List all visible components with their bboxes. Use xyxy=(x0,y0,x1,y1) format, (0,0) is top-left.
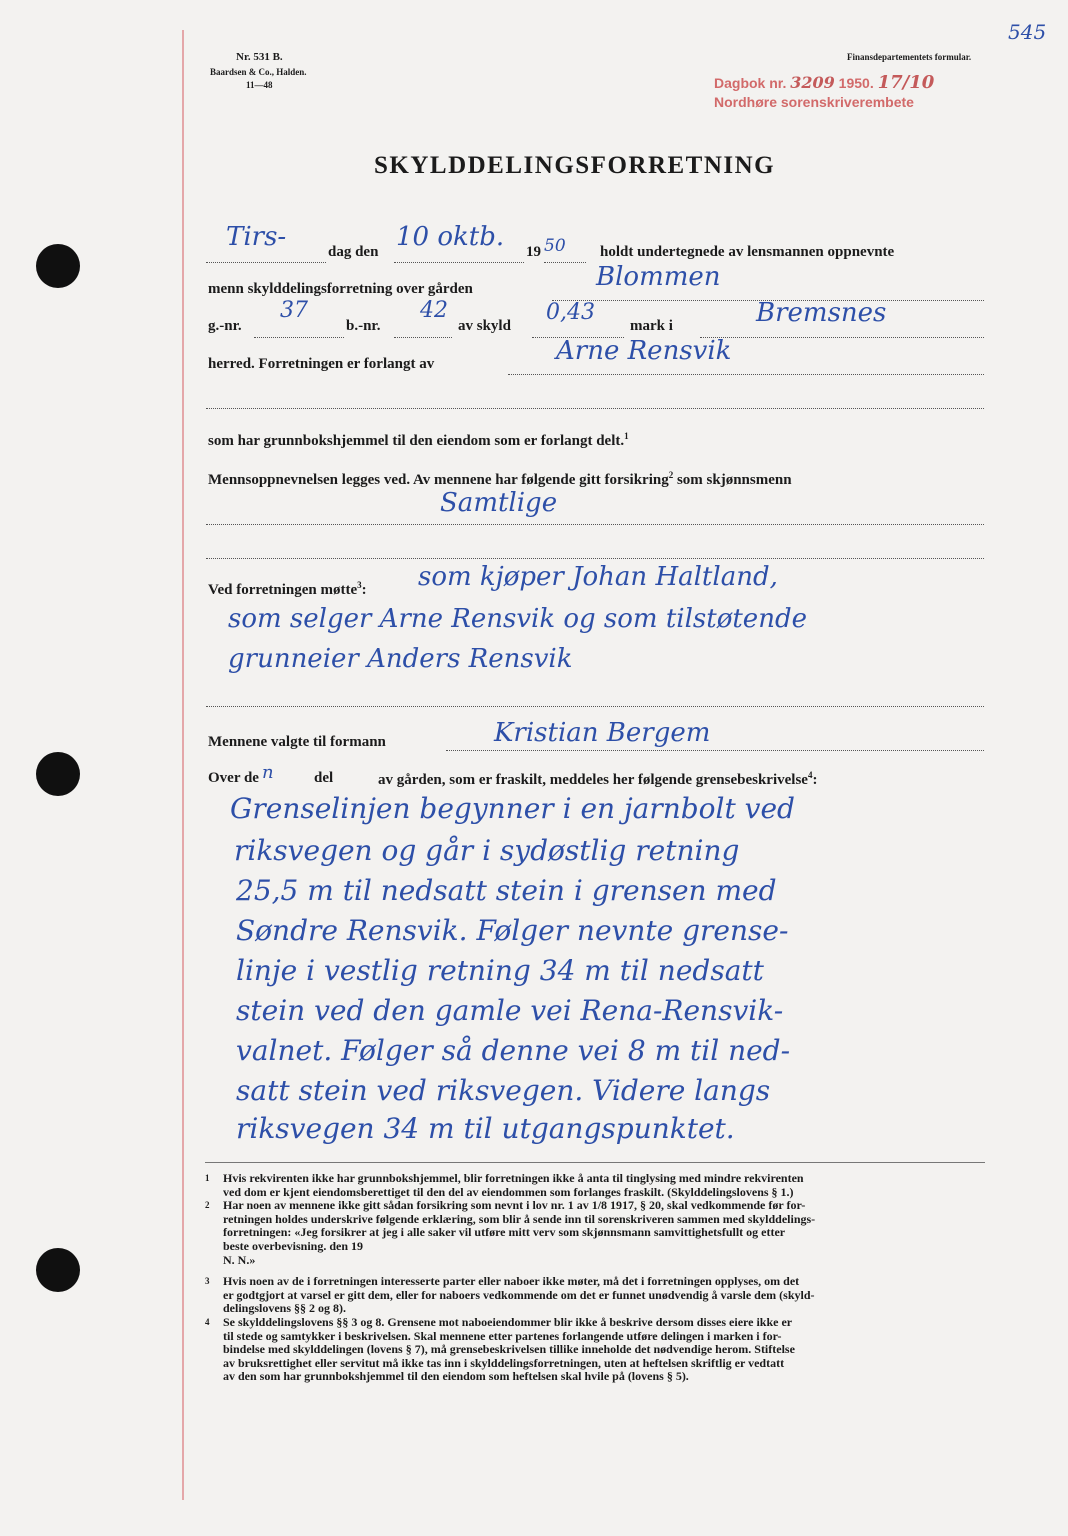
municipality-field: Bremsnes xyxy=(756,298,887,328)
stamp-date: 17/10 xyxy=(877,72,935,93)
form-number: Nr. 531 B. xyxy=(236,51,283,63)
footnote-signature xyxy=(205,1254,985,1268)
label-av-skyld: av skyld xyxy=(458,318,511,334)
document-title: SKYLDDELINGSFORRETNING xyxy=(374,152,776,179)
form-print-date: 11—48 xyxy=(246,80,273,90)
punch-hole xyxy=(36,752,80,796)
footnote-ref: 4 xyxy=(807,770,813,780)
line1-text: holdt undertegnede av lensmannen oppnevnte xyxy=(600,244,895,260)
gnr-field: 37 xyxy=(280,298,308,323)
stamp-label: Dagbok nr. xyxy=(714,75,787,91)
present-line-1: som kjøper Johan Haltland, xyxy=(418,562,778,592)
present-text: Ved forretningen møtte$^3$: xyxy=(208,580,367,598)
boundary-line: Søndre Rensvik. Følger nevnte grense- xyxy=(236,914,789,947)
boundary-line: 25,5 m til nedsatt stein i grensen med xyxy=(236,874,777,907)
date-field: 10 oktb. xyxy=(396,222,505,252)
footnote-number: 2 xyxy=(205,1200,210,1211)
footnote-number: 3 xyxy=(205,1276,210,1287)
punch-hole xyxy=(36,244,80,288)
hjemmel-label: som har grunnbokshjemmel til den eiendom som er forlangt delt. xyxy=(208,433,625,449)
footnote-number: 4 xyxy=(205,1316,210,1327)
present-label: Ved forretningen møtte xyxy=(208,582,358,598)
stamp-office: Nordhøre sorenskriverembete xyxy=(714,94,914,110)
skyld-field: 0,43 xyxy=(546,300,595,325)
chairman-field: Kristian Bergem xyxy=(494,718,711,748)
blank-line xyxy=(394,337,452,338)
blank-line xyxy=(206,706,984,707)
stamp-year: 1950. xyxy=(838,75,874,91)
line4-text: herred. Forretningen er forlangt av xyxy=(208,356,435,372)
present-line-3: grunneier Anders Rensvik xyxy=(228,644,573,674)
del-label: del xyxy=(314,770,334,786)
footnote-3 xyxy=(205,1275,985,1316)
footnote-4 xyxy=(205,1316,985,1384)
over-rest-text: av gården, som er fraskilt, meddeles her følgende grensebeskrivelse$^4$: xyxy=(378,770,818,788)
boundary-line: riksvegen 34 m til utgangspunktet. xyxy=(236,1112,735,1145)
bnr-field: 42 xyxy=(420,298,448,323)
footnote-1 xyxy=(205,1172,985,1199)
mennsopp-tail: som skjønnsmenn xyxy=(673,472,792,488)
label-gnr: g.-nr. xyxy=(208,318,242,334)
boundary-line: valnet. Følger så denne vei 8 m til ned- xyxy=(236,1034,791,1067)
boundary-line: satt stein ved riksvegen. Videre langs xyxy=(236,1074,771,1107)
blank-line xyxy=(206,558,984,559)
blank-line xyxy=(206,408,984,409)
footnote-text: Har noen av mennene ikke gitt sådan forsikring som nevnt i lov nr. 1 av 1/8 1917, § 20, skal vedkommende før for- retningen holdes underskrive følgende erklæring, som blir å sende inn til sorenskriveren sammen med skylddelings- forretningen: «Jeg forsikrer at jeg i alle saker vil utføre mitt verv som skjønnsmann samvittighetsfullt og etter beste overbevisning. den 19 xyxy=(223,1198,816,1253)
weekday-field: Tirs- xyxy=(226,222,287,252)
mennsopp-text xyxy=(208,470,792,489)
boundary-line: linje i vestlig retning 34 m til nedsatt xyxy=(236,954,764,987)
blank-line xyxy=(394,262,524,263)
hjemmel-text xyxy=(208,431,629,450)
punch-hole xyxy=(36,1248,80,1292)
requested-by-field: Arne Rensvik xyxy=(556,336,732,366)
form-printer: Baardsen & Co., Halden. xyxy=(210,67,307,77)
footnote-ref: 2 xyxy=(668,470,674,480)
blank-line xyxy=(544,262,586,263)
sworn-field: Samtlige xyxy=(440,488,558,518)
present-line-2: som selger Arne Rensvik og som tilstøtende xyxy=(228,604,807,634)
footnote-text: Hvis noen av de i forretningen interesserte parter eller naboer ikke møter, må det i forretningen opplyses, om det er godtgjort at varsel er gitt dem, eller for naboers vedkommende om det er funnet unødvendig å varsle dem (skyld- delingslovens §§ 2 og 8). xyxy=(223,1274,815,1316)
blank-line xyxy=(254,337,344,338)
blank-line xyxy=(446,750,984,751)
ministry-form-label: Finansdepartementets formular. xyxy=(847,52,972,62)
footnote-2 xyxy=(205,1199,985,1253)
footnote-number: 1 xyxy=(205,1173,210,1183)
footnotes xyxy=(205,1172,985,1384)
footnote-ref: 3 xyxy=(357,580,362,590)
boundary-line: stein ved den gamle vei Rena-Rensvik- xyxy=(236,994,784,1027)
footnote-text: Hvis rekvirenten ikke har grunnbokshjemmel, blir forretningen ikke å anta til tinglysing med mindre rekvirenten ved dom er kjent eiendomsberettiget til den del av eiendommen som forlanges fraskilt. (Skylddelingslovens § 1.) xyxy=(223,1171,804,1199)
year-field: 50 xyxy=(544,236,566,256)
footnote-ref: 1 xyxy=(624,431,629,441)
footnote-text: Se skylddelingslovens §§ 3 og 8. Grensene mot naboeiendommer blir ikke å beskrive dersom disses eiere ikke er til stede og samtykker i beskrivelsen. Skal mennene etter partenes forlangende utføre delingen i marken i for- bindelse med skylddelingen (lovens § 7), må grensebeskrivelsen tillike inneholde det nødvendige herom. Stiftelse av bruksrettighet eller servitut må ikke tas inn i skylddelingsforretningen, uten at heftelsen skriftlig er vedtatt av den som har grunnbokshjemmel til den eiendom som heftelsen skal hvile på (lovens § 5). xyxy=(223,1314,795,1384)
blank-line xyxy=(206,262,326,263)
boundary-line: riksvegen og går i sydøstlig retning xyxy=(234,834,740,867)
farm-name-field: Blommen xyxy=(596,262,721,292)
chairman-label: Mennene valgte til formann xyxy=(208,734,386,750)
over-rest-label: av gården, som er fraskilt, meddeles her følgende grensebeskrivelse xyxy=(378,772,808,788)
blank-line xyxy=(700,337,984,338)
label-mark-i: mark i xyxy=(630,318,673,334)
mennsopp-label: Mennsoppnevnelsen legges ved. Av mennene har følgende gitt forsikring xyxy=(208,472,669,488)
diary-stamp-line1 xyxy=(714,72,934,93)
label-19: 19 xyxy=(526,244,541,260)
label-dag-den: dag den xyxy=(328,244,379,260)
margin-rule xyxy=(182,30,184,1500)
footnote-separator xyxy=(205,1162,985,1163)
part-suffix-field: n xyxy=(262,762,274,783)
stamp-entry-number: 3209 xyxy=(790,73,835,92)
footnote-text: N. N.» xyxy=(223,1252,256,1267)
blank-line xyxy=(206,524,984,525)
over-den-label: Over de xyxy=(208,770,259,786)
corner-page-number: 545 xyxy=(1008,20,1047,44)
boundary-line: Grenselinjen begynner i en jarnbolt ved xyxy=(230,792,795,825)
line2-text: menn skylddelingsforretning over gården xyxy=(208,281,473,297)
blank-line xyxy=(508,374,984,375)
label-bnr: b.-nr. xyxy=(346,318,381,334)
